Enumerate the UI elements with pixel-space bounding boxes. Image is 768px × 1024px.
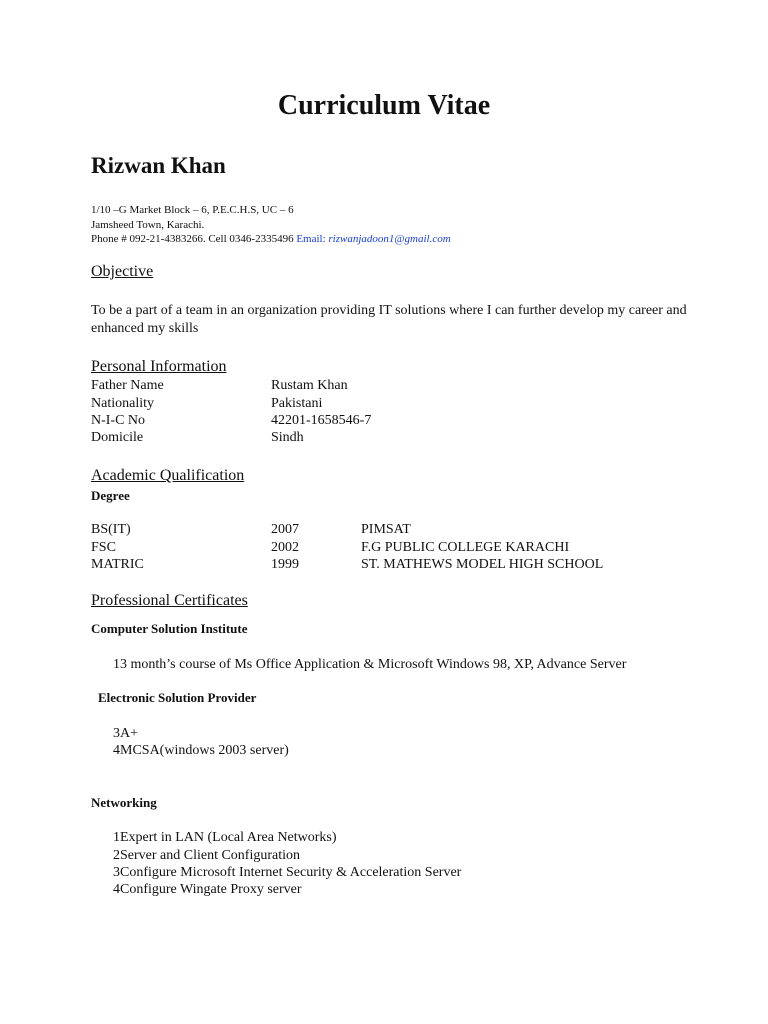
- contact-line: [91, 232, 451, 246]
- email-label: Email:: [296, 233, 326, 245]
- degree-year: 2007: [271, 522, 299, 537]
- candidate-name: Rizwan Khan: [91, 153, 226, 178]
- networking-item: 3Configure Microsoft Internet Security & Acceleration Server: [113, 865, 462, 880]
- networking-heading: Networking: [91, 795, 157, 810]
- personal-value: 42201-1658546-7: [271, 413, 372, 428]
- certificate-course: 13 month’s course of Ms Office Application & Microsoft Windows 98, XP, Advance Server: [113, 657, 627, 672]
- degree-year: 2002: [271, 540, 299, 555]
- degree-name: MATRIC: [91, 557, 144, 572]
- personal-value: Rustam Khan: [271, 378, 348, 393]
- objective-heading: Objective: [91, 263, 154, 280]
- email-link[interactable]: rizwanjadoon1@gmail.com: [328, 233, 451, 245]
- degree-institute: F.G PUBLIC COLLEGE KARACHI: [361, 540, 570, 555]
- certificate-institute: Electronic Solution Provider: [98, 690, 257, 705]
- degree-name: FSC: [91, 540, 116, 555]
- networking-item: 1Expert in LAN (Local Area Networks): [113, 830, 337, 845]
- personal-label: Nationality: [91, 396, 154, 411]
- certificate-institute: Computer Solution Institute: [91, 621, 248, 636]
- personal-value: Sindh: [271, 430, 304, 445]
- personal-value: Pakistani: [271, 396, 323, 411]
- objective-text: To be a part of a team in an organization providing IT solutions where I can further develop my career and enhanced my skills: [91, 303, 687, 336]
- certificate-item: 3A+: [113, 726, 139, 741]
- address-line-2: Jamsheed Town, Karachi.: [91, 219, 205, 231]
- personal-label: Father Name: [91, 378, 164, 393]
- academic-heading: Academic Qualification: [91, 467, 245, 484]
- degree-subheading: Degree: [91, 488, 130, 503]
- address-line-1: 1/10 –G Market Block – 6, P.E.C.H.S, UC – 6: [91, 204, 294, 216]
- certificates-heading: Professional Certificates: [91, 592, 248, 609]
- document-title: Curriculum Vitae: [277, 90, 491, 121]
- certificate-item: 4MCSA(windows 2003 server): [113, 743, 289, 758]
- phone-numbers: Phone # 092-21-4383266. Cell 0346-2335496: [91, 233, 294, 245]
- degree-name: BS(IT): [91, 522, 131, 537]
- networking-item: 4Configure Wingate Proxy server: [113, 882, 302, 897]
- personal-label: Domicile: [91, 430, 144, 445]
- networking-item: 2Server and Client Configuration: [113, 848, 301, 863]
- degree-institute: ST. MATHEWS MODEL HIGH SCHOOL: [361, 557, 604, 572]
- degree-year: 1999: [271, 557, 299, 572]
- personal-info-heading: Personal Information: [91, 358, 227, 375]
- degree-institute: PIMSAT: [361, 522, 411, 537]
- personal-label: N-I-C No: [91, 413, 146, 428]
